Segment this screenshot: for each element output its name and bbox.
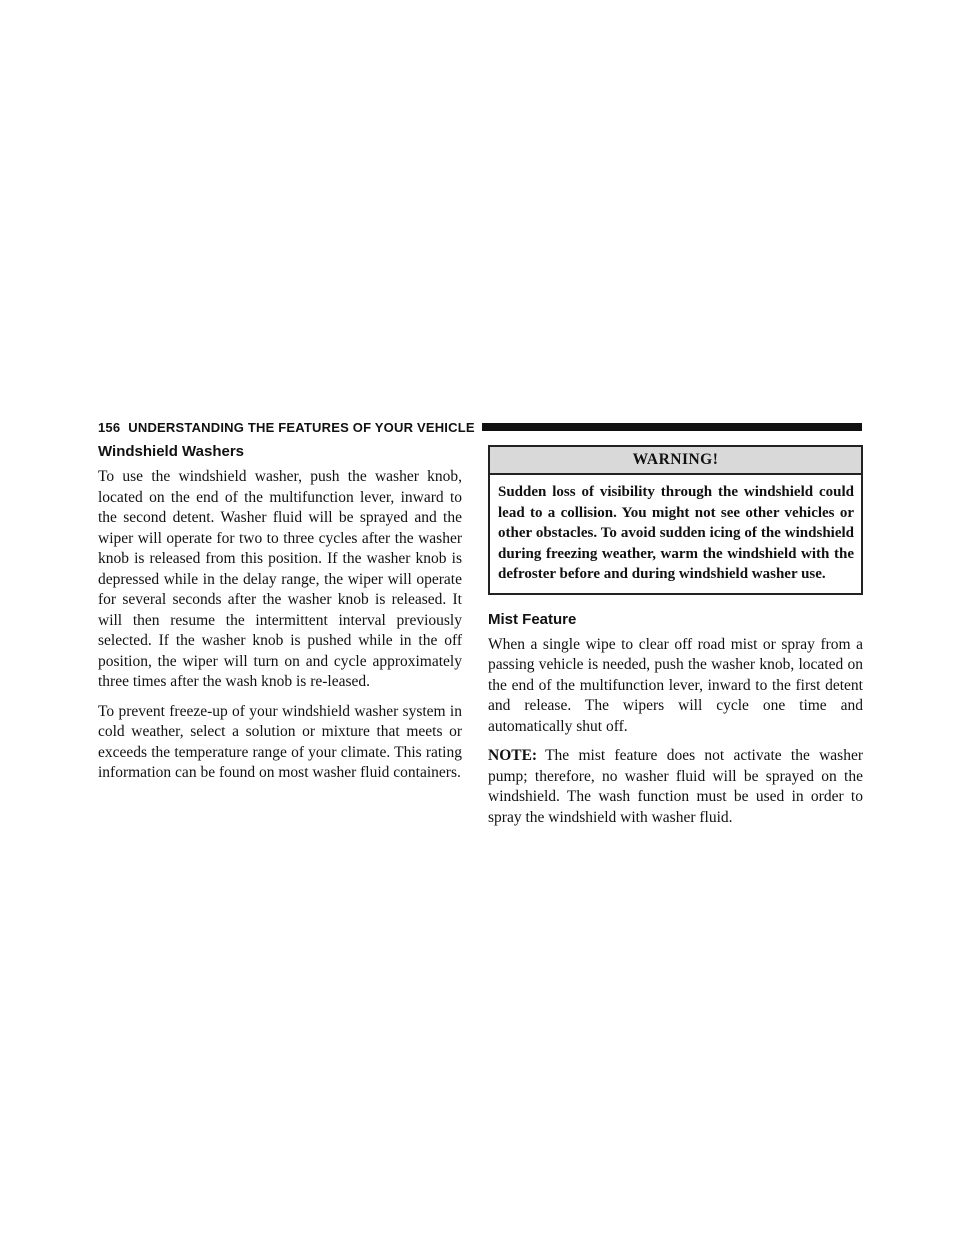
mist-feature-heading: Mist Feature (488, 610, 577, 628)
windshield-washers-heading: Windshield Washers (98, 443, 245, 460)
warning-box (488, 445, 863, 595)
right-column (488, 443, 863, 837)
warning-title: WARNING! (490, 447, 861, 475)
windshield-washers-paragraph-2: To prevent freeze-up of your windshield washer system in cold weather, select a solution or mixture that meets or exceeds the temperature range of your climate. This rating information can be found on most washer fluid containers. (98, 702, 462, 781)
warning-body: Sudden loss of visibility through the windshield could lead to a collision. You might not see other vehicles or other obstacles. To avoid sudden icing of the windshield during freezing weather, warm the windshield with the defroster before and during windshield washer use. (498, 484, 854, 582)
note-paragraph (488, 746, 863, 828)
page-number: 156 (98, 419, 121, 435)
page-header (98, 417, 862, 437)
note-text: The mist feature does not activate the washer pump; therefore, no washer fluid will be sprayed on the windshield. The wash function must be used in order to spray the windshield with washer fluid. (488, 747, 863, 826)
note-label: NOTE: (488, 747, 538, 764)
windshield-washers-paragraph-1: To use the windshield washer, push the washer knob, located on the end of the multifunction lever, inward to the second detent. Washer fluid will be sprayed and the wiper will operate for two to three cycles after the washer knob is released from this position. If the washer knob is depressed while in the delay range, the wiper will operate for several seconds after the washer knob is released. It will then resume the intermittent interval previously selected. If the washer knob is pushed while in the off position, the wiper will turn on and cycle approximately three times after the wash knob is re-leased. (98, 468, 462, 690)
mist-feature-paragraph-1: When a single wipe to clear off road mist or spray from a passing vehicle is needed, push the washer knob, located on the end of the multifunction lever, inward to the first detent and release. The wipers will cycle one time and automatically shut off. (488, 635, 863, 735)
header-rule (482, 423, 862, 431)
left-column (98, 443, 462, 793)
section-title: UNDERSTANDING THE FEATURES OF YOUR VEHICLE (128, 419, 475, 435)
